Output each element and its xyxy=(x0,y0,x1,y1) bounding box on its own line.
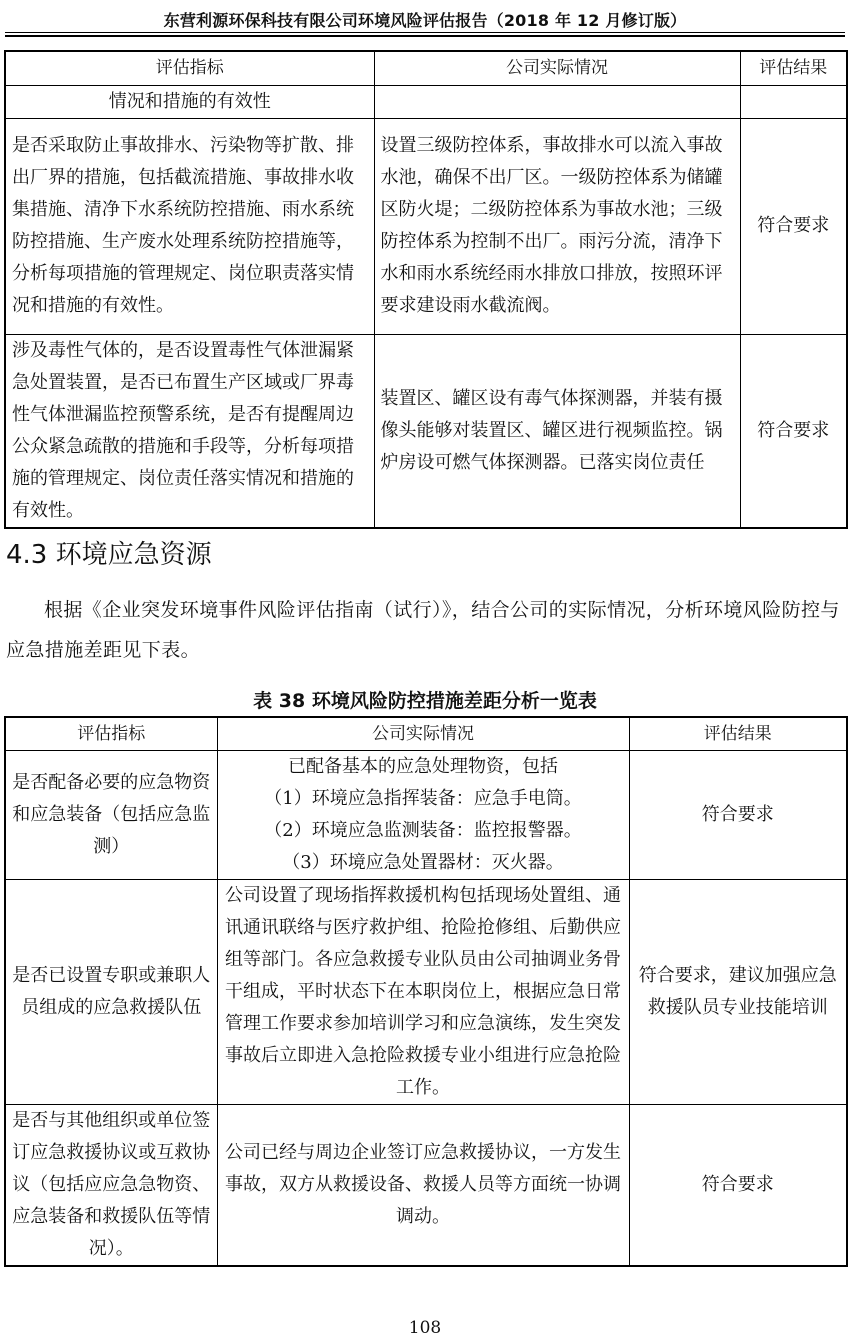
section-heading: 4.3 环境应急资源 xyxy=(6,540,212,570)
column-header-result: 评估结果 xyxy=(740,51,847,85)
actual-line: （1）环境应急指挥装备：应急手电筒。 xyxy=(264,788,582,809)
table-row xyxy=(5,880,847,1105)
body-paragraph: 根据《企业突发环境事件风险评估指南（试行）》，结合公司的实际情况，分析环境风险防控与应急措施差距见下表。 xyxy=(6,599,840,661)
table-caption: 表 38 环境风险防控措施差距分析一览表 xyxy=(253,690,597,712)
table-header-row xyxy=(5,717,847,751)
indicator-cell: 是否采取防止事故排水、污染物等扩散、排出厂界的措施，包括截流措施、事故排水收集措施、清净下水系统防控措施、雨水系统防控措施、生产废水处理系统防控措施等，分析每项措施的管理规定、岗位职责落实情况和措施的有效性。 xyxy=(5,118,374,334)
table-row xyxy=(5,85,847,118)
column-header-indicator: 评估指标 xyxy=(5,717,217,751)
result-cell: 符合要求 xyxy=(740,118,847,334)
indicator-cell: 是否与其他组织或单位签订应急救援协议或互救协议（包括应应急急物资、应急装备和救援队伍等情况）。 xyxy=(5,1105,217,1267)
indicator-cell: 是否已设置专职或兼职人员组成的应急救援队伍 xyxy=(5,880,217,1105)
actual-line: 已配备基本的应急处理物资，包括 xyxy=(288,756,558,777)
column-header-actual: 公司实际情况 xyxy=(374,51,740,85)
actual-cell xyxy=(217,751,629,880)
indicator-cell: 涉及毒性气体的，是否设置毒性气体泄漏紧急处置装置，是否已布置生产区域或厂界毒性气体泄漏监控预警系统，是否有提醒周边公众紧急疏散的措施和手段等，分析每项措施的管理规定、岗位责任落实情况和措施的有效性。 xyxy=(5,334,374,528)
actual-cell: 设置三级防控体系，事故排水可以流入事故水池，确保不出厂区。一级防控体系为储罐区防火堤；二级防控体系为事故水池；三级防控体系为控制不出厂。雨污分流，清净下水和雨水系统经雨水排放口排放，按照环评要求建设雨水截流阀。 xyxy=(374,118,740,334)
table-row xyxy=(5,334,847,528)
header-rule-thick xyxy=(5,35,845,37)
actual-cell: 公司已经与周边企业签订应急救援协议，一方发生事故，双方从救援设备、救援人员等方面统一协调调动。 xyxy=(217,1105,629,1267)
result-cell: 符合要求 xyxy=(629,751,847,880)
result-cell: 符合要求，建议加强应急救援队员专业技能培训 xyxy=(629,880,847,1105)
table-row xyxy=(5,751,847,880)
result-cell xyxy=(740,85,847,118)
page-number: 108 xyxy=(408,1318,442,1338)
gap-analysis-table xyxy=(4,716,848,1267)
actual-line: （2）环境应急监测装备：监控报警器。 xyxy=(264,820,582,841)
result-cell: 符合要求 xyxy=(629,1105,847,1267)
page-header-title: 东营利源环保科技有限公司环境风险评估报告（2018 年 12 月修订版） xyxy=(163,11,687,30)
actual-cell: 公司设置了现场指挥救援机构包括现场处置组、通讯通讯联络与医疗救护组、抢险抢修组、后勤供应组等部门。各应急救援专业队员由公司抽调业务骨干组成，平时状态下在本职岗位上，根据应急日常管理工作要求参加培训学习和应急演练，发生突发事故后立即进入急抢险救援专业小组进行应急抢险工作。 xyxy=(217,880,629,1105)
table-row xyxy=(5,1105,847,1267)
column-header-actual: 公司实际情况 xyxy=(217,717,629,751)
indicator-cell: 是否配备必要的应急物资和应急装备（包括应急监测） xyxy=(5,751,217,880)
actual-cell xyxy=(374,85,740,118)
column-header-result: 评估结果 xyxy=(629,717,847,751)
table-row xyxy=(5,118,847,334)
table-header-row xyxy=(5,51,847,85)
actual-cell: 装置区、罐区设有毒气体探测器，并装有摄像头能够对装置区、罐区进行视频监控。锅炉房设可燃气体探测器。已落实岗位责任 xyxy=(374,334,740,528)
actual-line: （3）环境应急处置器材：灭火器。 xyxy=(282,852,564,873)
indicator-cell: 情况和措施的有效性 xyxy=(5,85,374,118)
column-header-indicator: 评估指标 xyxy=(5,51,374,85)
result-cell: 符合要求 xyxy=(740,334,847,528)
header-rule xyxy=(5,32,845,33)
risk-control-table-continued xyxy=(4,50,848,529)
